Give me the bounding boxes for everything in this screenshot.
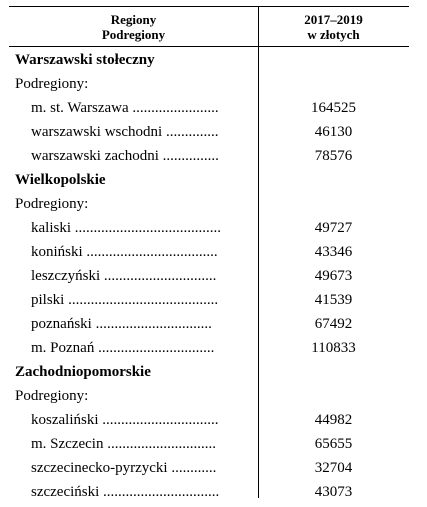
subregion-label: koniński ................................... bbox=[31, 244, 218, 260]
table-row bbox=[9, 408, 409, 432]
header-period-line2: w złotych bbox=[307, 27, 360, 42]
table-row bbox=[9, 216, 409, 240]
subregion-label: m. Poznań ............................... bbox=[31, 340, 215, 356]
table-row bbox=[9, 144, 409, 168]
region-row bbox=[9, 360, 409, 384]
subregion-label: warszawski wschodni .............. bbox=[31, 124, 219, 140]
subregion-value: 41539 bbox=[314, 292, 353, 308]
table-row bbox=[9, 288, 409, 312]
subregion-label: szczeciński ............................... bbox=[31, 484, 220, 500]
table-row bbox=[9, 96, 409, 120]
region-name: Warszawski stołeczny bbox=[15, 52, 155, 68]
table-row bbox=[9, 120, 409, 144]
subregion-value: 49673 bbox=[314, 268, 353, 284]
subregion-value: 67492 bbox=[314, 316, 353, 332]
subregion-value: 78576 bbox=[314, 148, 353, 164]
region-name: Wielkopolskie bbox=[15, 172, 106, 188]
subregion-label: warszawski zachodni ............... bbox=[31, 148, 219, 164]
subregion-heading-row bbox=[9, 192, 409, 216]
subregion-heading-row bbox=[9, 72, 409, 96]
wage-table bbox=[9, 6, 409, 498]
region-name: Zachodniopomorskie bbox=[15, 364, 151, 380]
subregion-label: pilski ........................................ bbox=[31, 292, 219, 308]
subregion-label: kaliski ....................................... bbox=[31, 220, 221, 236]
table-row bbox=[9, 336, 409, 360]
subregion-label: m. Szczecin ............................. bbox=[31, 436, 216, 452]
header-regions-line1: Regiony bbox=[110, 12, 157, 27]
subregion-value: 43073 bbox=[314, 484, 353, 500]
subregion-value: 164525 bbox=[311, 100, 356, 116]
column-header-period bbox=[258, 12, 409, 42]
subregion-heading-row bbox=[9, 384, 409, 408]
header-regions-line2: Podregiony bbox=[101, 27, 166, 42]
subregion-value: 46130 bbox=[314, 124, 353, 140]
subregion-value: 44982 bbox=[314, 412, 353, 428]
subregion-value: 49727 bbox=[314, 220, 353, 236]
table-row bbox=[9, 432, 409, 456]
table-row bbox=[9, 312, 409, 336]
subregion-value: 65655 bbox=[314, 436, 353, 452]
subregion-heading: Podregiony: bbox=[15, 388, 89, 404]
table-row bbox=[9, 240, 409, 264]
subregion-label: leszczyński .............................. bbox=[31, 268, 217, 284]
subregion-label: koszaliński ............................... bbox=[31, 412, 219, 428]
subregion-heading: Podregiony: bbox=[15, 196, 89, 212]
subregion-label: poznański ............................... bbox=[31, 316, 212, 332]
subregion-label: szczecinecko-pyrzycki ............ bbox=[31, 460, 217, 476]
region-row bbox=[9, 48, 409, 72]
header-period-line1: 2017–2019 bbox=[304, 12, 363, 27]
subregion-value: 32704 bbox=[314, 460, 353, 476]
subregion-value: 43346 bbox=[314, 244, 353, 260]
subregion-value: 110833 bbox=[311, 340, 356, 356]
table-row bbox=[9, 264, 409, 288]
table-top-border bbox=[9, 6, 409, 7]
subregion-label: m. st. Warszawa ....................... bbox=[31, 100, 219, 116]
table-row bbox=[9, 456, 409, 480]
column-header-regions bbox=[9, 12, 258, 42]
subregion-heading: Podregiony: bbox=[15, 76, 89, 92]
header-bottom-border bbox=[9, 46, 409, 47]
region-row bbox=[9, 168, 409, 192]
table-row bbox=[9, 480, 409, 504]
